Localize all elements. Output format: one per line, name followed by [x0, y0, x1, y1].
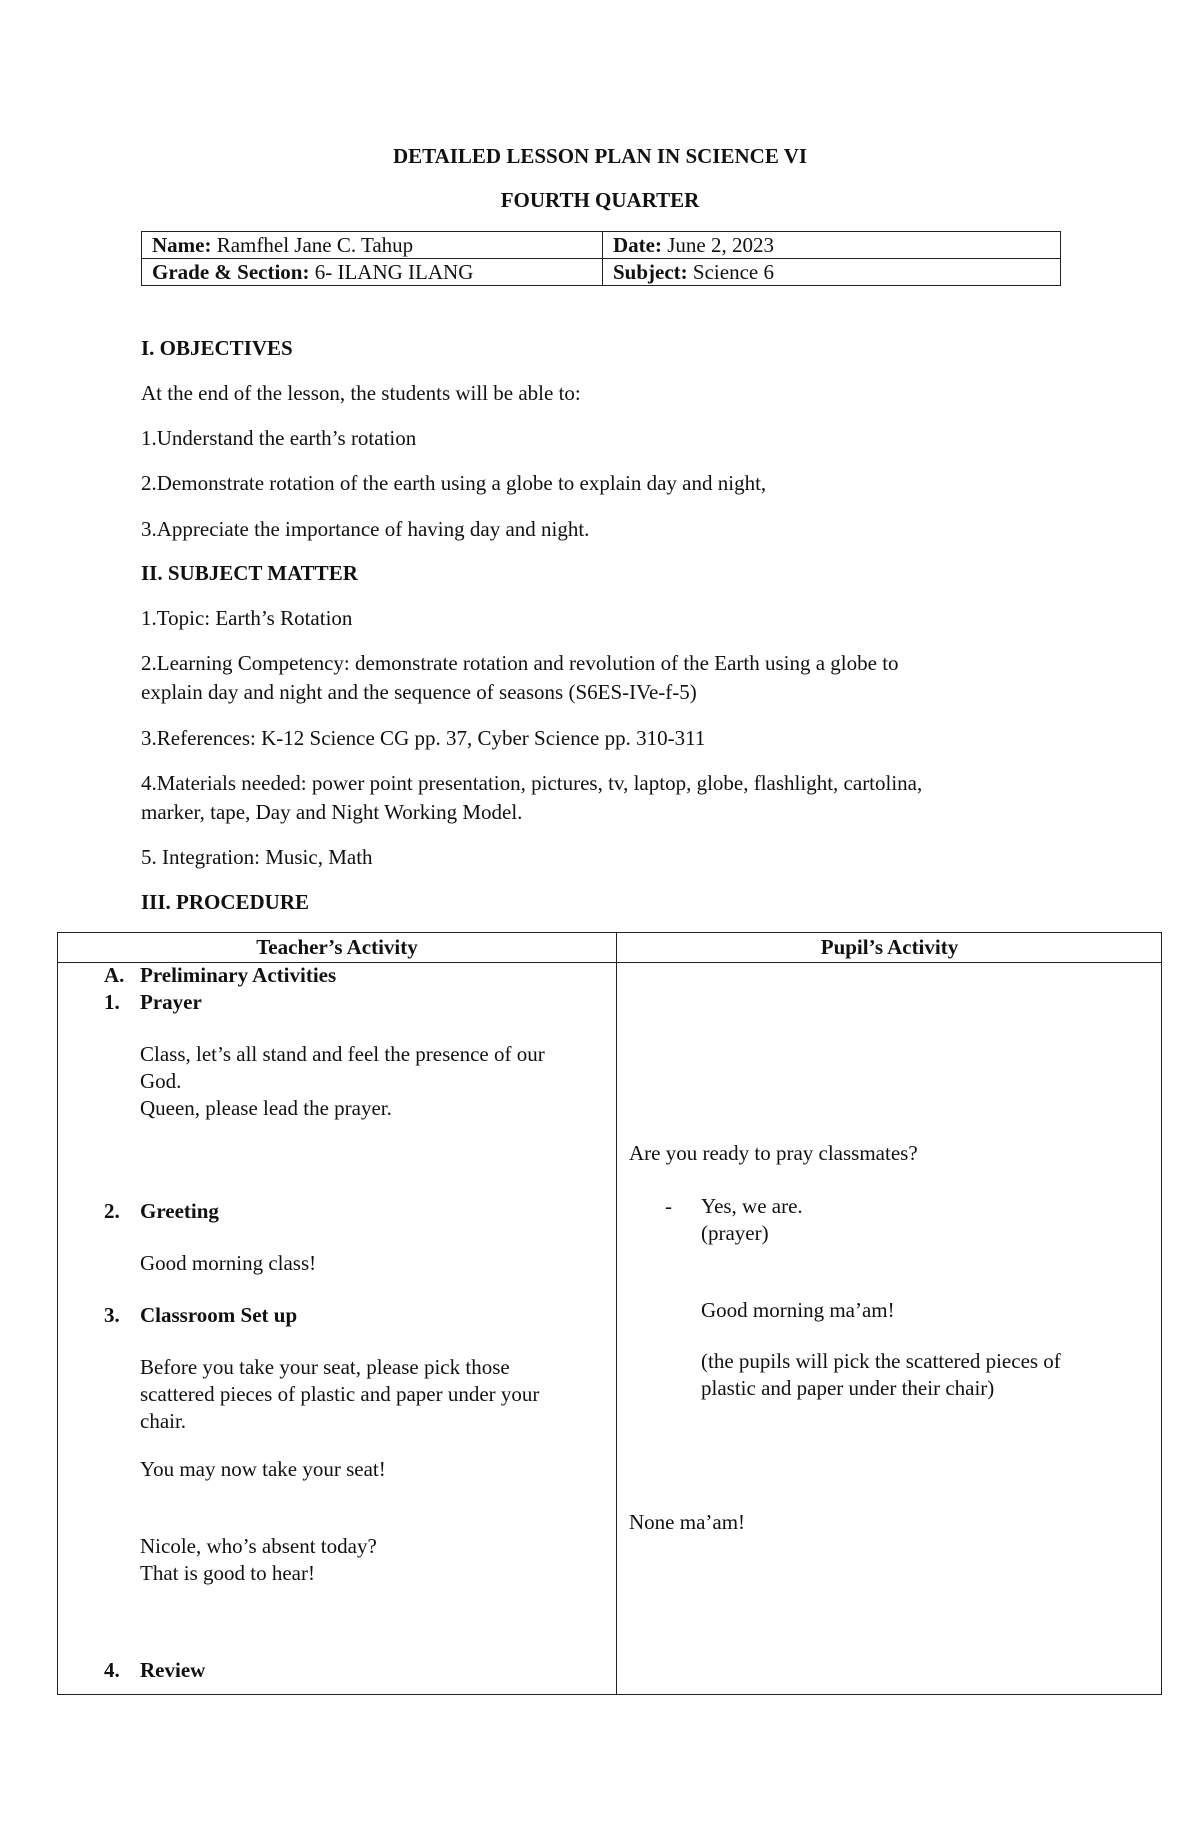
subject-matter-competency-1: 2.Learning Competency: demonstrate rotation and revolution of the Earth using a globe to	[141, 651, 899, 675]
objectives-intro: At the end of the lesson, the students will be able to:	[141, 381, 581, 405]
prayer-text-3: Queen, please lead the prayer.	[140, 1096, 392, 1120]
pupil-none-reply: None ma’am!	[629, 1510, 746, 1534]
pupil-greeting-reply: Good morning ma’am!	[701, 1298, 895, 1322]
review-title: Review	[140, 1658, 206, 1682]
objectives-heading: I. OBJECTIVES	[141, 336, 293, 360]
name-value: Ramfhel Jane C. Tahup	[216, 233, 414, 257]
name-label: Name:	[152, 233, 212, 257]
pupil-dash: -	[665, 1194, 672, 1218]
document-title: DETAILED LESSON PLAN IN SCIENCE VI	[392, 144, 808, 168]
prayer-number: 1.	[104, 990, 120, 1014]
section-a-letter: A.	[104, 963, 125, 987]
grade-value: 6- ILANG ILANG	[314, 260, 474, 284]
date-value: June 2, 2023	[667, 233, 774, 257]
greeting-text: Good morning class!	[140, 1251, 317, 1275]
subject-matter-references: 3.References: K-12 Science CG pp. 37, Cyber Science pp. 310-311	[141, 726, 706, 750]
setup-text-2: scattered pieces of plastic and paper under your	[140, 1382, 540, 1406]
seat-text: You may now take your seat!	[140, 1457, 386, 1481]
setup-text-1: Before you take your seat, please pick those	[140, 1355, 510, 1379]
prayer-text-1: Class, let’s all stand and feel the presence of our	[140, 1042, 545, 1066]
objective-item-3: 3.Appreciate the importance of having day and night.	[141, 517, 590, 541]
pupil-ready-text: Are you ready to pray classmates?	[629, 1141, 918, 1165]
subject-matter-topic: 1.Topic: Earth’s Rotation	[141, 606, 353, 630]
date-cell	[603, 232, 1061, 259]
teacher-activity-header: Teacher’s Activity	[256, 935, 418, 959]
subject-matter-materials-2: marker, tape, Day and Night Working Model.	[141, 800, 523, 824]
pupil-pick-text-1: (the pupils will pick the scattered pieces of	[701, 1349, 1061, 1373]
header-row-2	[142, 259, 1061, 286]
procedure-table	[57, 932, 1162, 1695]
review-number: 4.	[104, 1658, 120, 1682]
column-divider	[616, 933, 617, 1694]
date-label: Date:	[613, 233, 662, 257]
subject-cell	[603, 259, 1061, 286]
name-cell	[142, 232, 603, 259]
header-info-table	[141, 231, 1061, 286]
subject-matter-competency-2: explain day and night and the sequence of seasons (S6ES-IVe-f-5)	[141, 680, 697, 704]
prayer-title: Prayer	[140, 990, 202, 1014]
subject-matter-heading: II. SUBJECT MATTER	[141, 561, 358, 585]
pupil-pick-text-2: plastic and paper under their chair)	[701, 1376, 995, 1400]
objective-item-2: 2.Demonstrate rotation of the earth using a globe to explain day and night,	[141, 471, 767, 495]
subject-label: Subject:	[613, 260, 688, 284]
setup-text-3: chair.	[140, 1409, 187, 1433]
setup-number: 3.	[104, 1303, 120, 1327]
greeting-number: 2.	[104, 1199, 120, 1223]
grade-cell	[142, 259, 603, 286]
grade-label: Grade & Section:	[152, 260, 310, 284]
absent-text-1: Nicole, who’s absent today?	[140, 1534, 377, 1558]
procedure-heading: III. PROCEDURE	[141, 890, 310, 914]
subject-matter-materials-1: 4.Materials needed: power point presentation, pictures, tv, laptop, globe, flashlight, cartolina,	[141, 771, 923, 795]
subject-matter-integration: 5. Integration: Music, Math	[141, 845, 373, 869]
document-quarter: FOURTH QUARTER	[500, 188, 700, 212]
section-a-title: Preliminary Activities	[140, 963, 337, 987]
objective-item-1: 1.Understand the earth’s rotation	[141, 426, 417, 450]
pupil-yes-text: Yes, we are.	[701, 1194, 803, 1218]
subject-value: Science 6	[692, 260, 774, 284]
pupil-activity-header: Pupil’s Activity	[820, 935, 959, 959]
header-row-1	[142, 232, 1061, 259]
setup-title: Classroom Set up	[140, 1303, 298, 1327]
absent-text-2: That is good to hear!	[140, 1561, 315, 1585]
prayer-text-2: God.	[140, 1069, 182, 1093]
greeting-title: Greeting	[140, 1199, 219, 1223]
pupil-prayer-note: (prayer)	[701, 1221, 769, 1245]
